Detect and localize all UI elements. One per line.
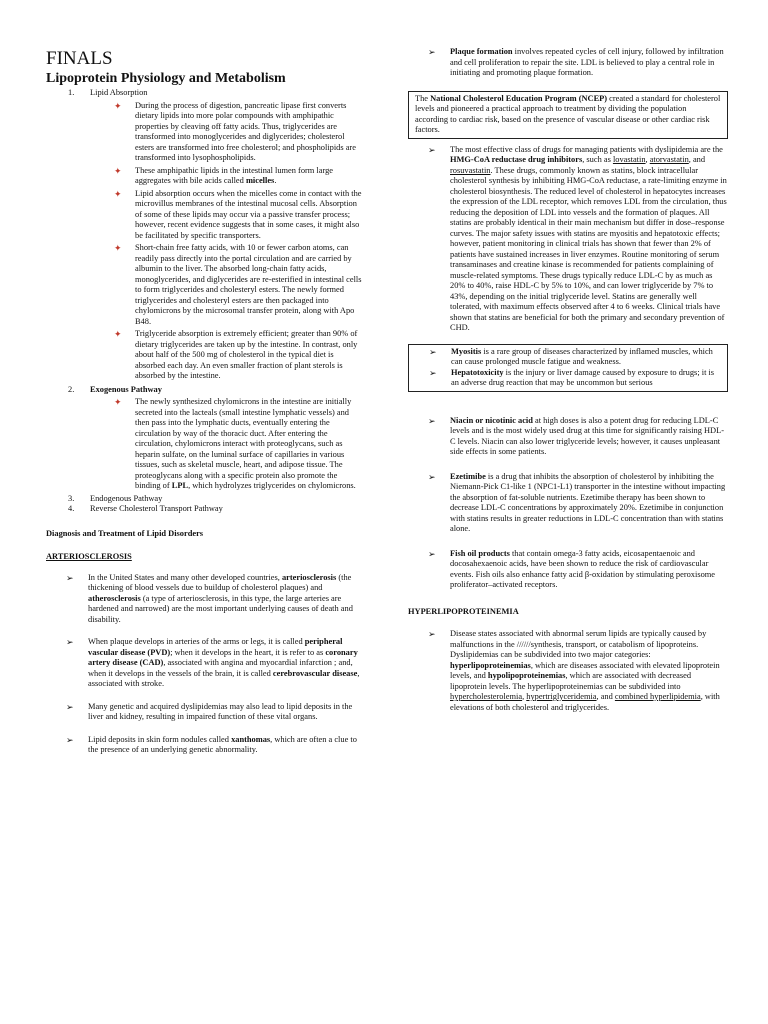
- list-item: ✦ Triglyceride absorption is extremely efficient; greater than 90% of dietary triglycerides are taken up by the intestine. In contrast, only about half of the 500 mg of cholesterol in the typical diet is absorbed each day. An even smaller fraction of plant sterols is absorbed by the intestine.: [114, 329, 358, 380]
- bullet-icon: ✦: [114, 243, 122, 253]
- definitions-box: [408, 344, 728, 392]
- arrow-bullet-icon: ➢: [428, 471, 436, 482]
- list-item: ➢ Plaque formation involves repeated cycles of cell injury, followed by infiltration and cell proliferation to repair the site. LDL is believed to play a central role in initiating and promoting plaque formation.: [428, 47, 724, 77]
- bullet-icon: ✦: [114, 165, 122, 176]
- section-title: Lipoprotein Physiology and Metabolism: [46, 71, 286, 86]
- list-item: ➢ When plaque develops in arteries of the arms or legs, it is called peripheral vascular disease (PVD); when it develops in the heart, it is refer to as coronary artery disease (CAD), associated with angina and myocardial infarction ; and, when it develops in the vessels of the brain, it is called cerebrovascular disease, associated with stroke.: [66, 637, 360, 688]
- diagnosis-heading: Diagnosis and Treatment of Lipid Disorders: [46, 528, 204, 538]
- arrow-bullet-icon: ➢: [428, 144, 436, 155]
- list-item: ✦ Short-chain free fatty acids, with 10 or fewer carbon atoms, can readily pass directly into the portal circulation and are carried by albumin to the liver. The absorbed long-chain fatty acids, monoglycerides, and diglycerides are re-esterified in intestinal cells to form triglycerides and cholesteryl esters. The newly formed triglycerides and cholesteryl esters are then packaged into chylomicrons by the microsomal transfer protein, along with Apo B48.: [114, 243, 362, 326]
- list-item: ➢ Myositis is a rare group of diseases characterized by inflamed muscles, which can cause prolonged muscle fatigue and weakness.: [429, 346, 713, 366]
- doc-title: FINALS: [46, 48, 113, 69]
- list-item: ➢ Disease states associated with abnormal serum lipids are typically caused by malfunctions in the //////synthesis, transport, or catabolism of lipoproteins. Dyslipidemias can be subdivided into two major categories: hyperlipoproteinemias, which are diseases associated with elevated lipoprotein levels, and hypolipoproteinemias, which are associated with decreased lipoprotein levels. The hyperlipoproteinemias can be subdivided into hypercholesterolemia, hypertriglyceridemia, and combined hyperlipidemia, with elevations of both cholesterol and triglycerides.: [428, 629, 720, 712]
- arrow-bullet-icon: ➢: [66, 701, 74, 712]
- list-item: 2. Exogenous Pathway: [68, 384, 162, 394]
- list-item: ➢ In the United States and many other developed countries, arteriosclerosis (the thickening of blood vessels due to buildup of cholesterol plaques) and atherosclerosis (a type of arteriosclerosis, in this type, the large arteries are hardened and narrowed) are the most important underlying causes of death and disability.: [66, 572, 353, 624]
- bullet-icon: ✦: [114, 188, 122, 199]
- arrow-bullet-icon: ➢: [428, 548, 436, 559]
- arrow-bullet-icon: ➢: [429, 367, 437, 378]
- arrow-bullet-icon: ➢: [428, 47, 436, 57]
- left-column: [46, 0, 364, 756]
- list-item: 1. Lipid Absorption: [68, 88, 148, 97]
- arrow-bullet-icon: ➢: [428, 415, 436, 426]
- list-item: ➢ Niacin or nicotinic acid at high doses is also a potent drug for reducing LDL-C levels and is the most widely used drug at this time for significantly raising HDL-C levels. Niacin can also lower triglyceride levels; however, it causes unpleasant side effects in some patients.: [428, 415, 724, 456]
- bullet-icon: ✦: [114, 397, 122, 407]
- right-column: [408, 0, 728, 713]
- arteriosclerosis-heading: ARTERIOSCLEROSIS: [46, 552, 132, 561]
- list-item: ✦ During the process of digestion, pancreatic lipase first converts dietary lipids into more polar compounds with amphipathic properties by cleaving off fatty acids. Thus, triglycerides are transformed into monoglycerides and diglycerides; cholesterol esters are transformed into free cholesterol; and phospholipids are transformed into lysophospholipids.: [114, 100, 356, 162]
- bullet-icon: ✦: [114, 329, 122, 339]
- arrow-bullet-icon: ➢: [66, 572, 74, 583]
- bullet-icon: ✦: [114, 100, 122, 111]
- arrow-bullet-icon: ➢: [428, 629, 436, 639]
- arrow-bullet-icon: ➢: [66, 637, 74, 647]
- arrow-bullet-icon: ➢: [429, 346, 437, 357]
- list-item: ➢ Fish oil products that contain omega-3 fatty acids, eicosapentaenoic and docosahexaenoic acids, have been shown to reduce the risk of cardiovascular events. Fish oils also enhance fatty acid β-oxidation by stimulating peroxisome proliferator–activated receptors.: [428, 548, 715, 589]
- list-item: ➢ Lipid deposits in skin form nodules called xanthomas, which are often a clue to the presence of an underlying genetic abnormality.: [66, 734, 357, 754]
- list-item: 3. Endogenous Pathway: [68, 493, 163, 503]
- list-item: ➢ Ezetimibe is a drug that inhibits the absorption of cholesterol by inhibiting the Niemann-Pick C1-like 1 (NPC1-L1) transporter in the intestine without impacting the absorption of fat-soluble nutrients. Ezetimibe therapy has been shown to decrease LDL-C concentrations by approximately 20%. Ezetimibe in conjunction with statins results in greater reductions in LDL-C concentration than with statins alone.: [428, 471, 726, 533]
- list-item: ➢ Hepatotoxicity is the injury or liver damage caused by exposure to drugs; it is an adverse drug reaction that may be uncommon but serious: [429, 367, 715, 387]
- list-item: ➢ The most effective class of drugs for managing patients with dyslipidemia are the HMG-CoA reductase drug inhibitors, such as lovastatin, atorvastatin, and rosuvastatin. These drugs, commonly known as statins, block intracellular cholesterol synthesis by inhibiting HMG-CoA reductase, a rate-limiting enzyme in cholesterol biosynthesis. The reduced level of cholesterol in hepatocytes increases the expression of the LDL receptor, which removes LDL from the circulation, thus reducing the deposition of LDL into vessels and the formation of plaques. All statins are probably identical in their main mechanism but differ in dose–response curves. The major safety issues with statins are myositis and hepatotoxic effects; however, patient monitoring in clinical trials has shown that fewer than 2% of patients have sustained increases in liver enzymes. Routine monitoring of serum transaminases and creatine kinase is recommended for patients complaining of muscle-related symptoms. These drugs typically reduce LDL-C by as much as 20% to 40%, raise HDL-C by 5% to 10%, and can lower triglyceride by 7% to 43%, depending on the initial triglyceride level. Statins are generally well tolerated, with maximum effects observed after 4 to 6 weeks. Clinical trials have shown that statins are beneficial for both the primary and secondary prevention of CHD.: [428, 144, 727, 332]
- arrow-bullet-icon: ➢: [66, 734, 74, 745]
- list-item: ✦ Lipid absorption occurs when the micelles come in contact with the microvillus membranes of the intestinal mucosal cells. Absorption of some of these lipids may occur via a passive transfer process; however, recent evidence suggests that in some cases, it might also be facilitated by specific transporters.: [114, 188, 362, 240]
- hyperlipoproteinemia-heading: HYPERLIPOPROTEINEMIA: [408, 606, 519, 616]
- list-item: ➢ Many genetic and acquired dyslipidemias may also lead to lipid deposits in the liver and kidney, resulting in impaired function of these vital organs.: [66, 701, 353, 721]
- list-item: 4. Reverse Cholesterol Transport Pathway: [68, 504, 223, 513]
- list-item: ✦ These amphipathic lipids in the intestinal lumen form large aggregates with bile acids called micelles.: [114, 165, 334, 185]
- ncep-box: The National Cholesterol Education Program (NCEP) created a standard for cholesterol levels and pioneered a practical approach to treatment by dividing the population according to cardiac risk, based on the presence of vascular disease or other cardiac risk factors.: [408, 91, 728, 139]
- list-item: ✦ The newly synthesized chylomicrons in the intestine are initially secreted into the lacteals (small intestine lymphatic vessels) and then pass into the lymphatic ducts, eventually entering the circulation by way of the thoracic duct. After entering the circulation, chylomicrons interact with proteoglycans, such as heparin sulfate, on the luminal surface of capillaries in various tissues, such as skeletal muscle, heart, and adipose tissue. The proteoglycans along with a specific protein also promote the binding of LPL, which hydrolyzes triglycerides on chylomicrons.: [114, 397, 356, 490]
